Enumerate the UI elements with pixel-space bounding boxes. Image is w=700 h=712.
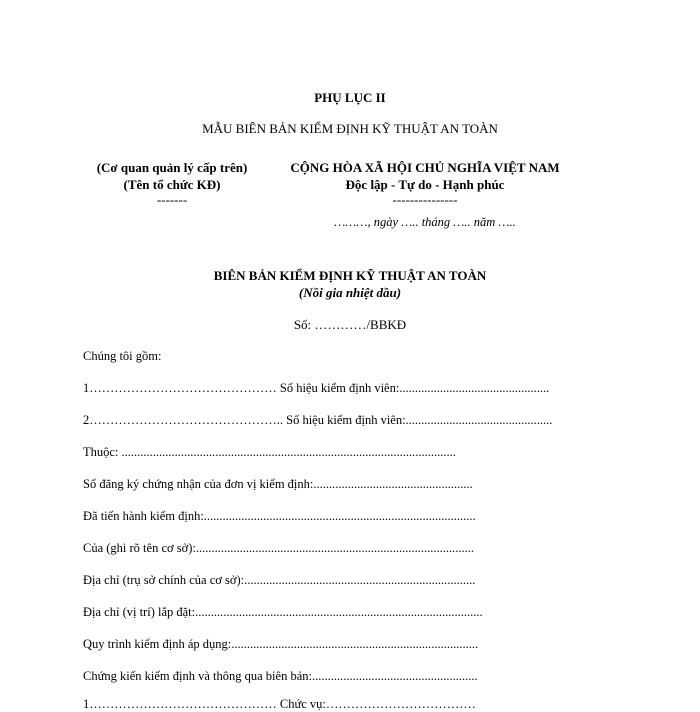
appendix-subtitle: MẪU BIÊN BẢN KIỂM ĐỊNH KỸ THUẬT AN TOÀN [202,121,498,136]
field-install-location: Địa chỉ (vị trí) lắp đặt:............................................................................................ [83,605,483,619]
field-registration-number: Số đăng ký chứng nhận của đơn vị kiểm định:................................................... [83,477,473,491]
inspector-1-id: Số hiệu kiểm định viên:................................................ [276,381,550,395]
intro-text: Chúng tôi gồm: [83,349,162,363]
field-inspection-performed: Đã tiến hành kiểm định:....................................................................................... [83,509,476,523]
field-inspection-procedure: Quy trình kiểm định áp dụng:............................................................................... [83,637,479,651]
org-name: (Tên tổ chức KĐ) [123,177,221,192]
field-thuoc: Thuộc: ........................................................................................................... [83,445,456,459]
inspector-1-line [83,381,549,396]
inspector-2-line [83,413,552,428]
date-line: ………, ngày ….. tháng ….. năm ….. [334,215,516,229]
field-facility-name: Của (ghi rõ tên cơ sở):......................................................................................... [83,541,474,555]
appendix-title: PHỤ LỤC II [314,90,386,105]
header-left-separator: ------- [156,192,188,207]
field-facility-address: Địa chỉ (trụ sở chính của cơ sở):.......................................................................... [83,573,476,587]
field-witnesses: Chứng kiến kiểm định và thông qua biên bản:..................................................... [83,669,478,683]
inspector-1-name: 1……………………………………… [83,381,277,395]
inspector-2-name: 2……………………………………….. [83,413,283,427]
report-subtitle: (Nồi gia nhiệt dầu) [298,285,402,300]
inspector-2-id: Số hiệu kiểm định viên:............................................... [283,413,553,427]
report-title: BIÊN BẢN KIỂM ĐỊNH KỸ THUẬT AN TOÀN [213,268,487,283]
field-witness-1: 1……………………………………… Chức vụ:……………………………… [83,697,476,711]
report-number: Số: …………/BBKĐ [293,317,407,332]
org-parent: (Cơ quan quản lý cấp trên) [96,160,248,175]
country-name: CỘNG HÒA XÃ HỘI CHỦ NGHĨA VIỆT NAM [290,160,560,175]
header-right-separator: --------------- [392,192,458,207]
national-motto: Độc lập - Tự do - Hạnh phúc [345,177,505,192]
